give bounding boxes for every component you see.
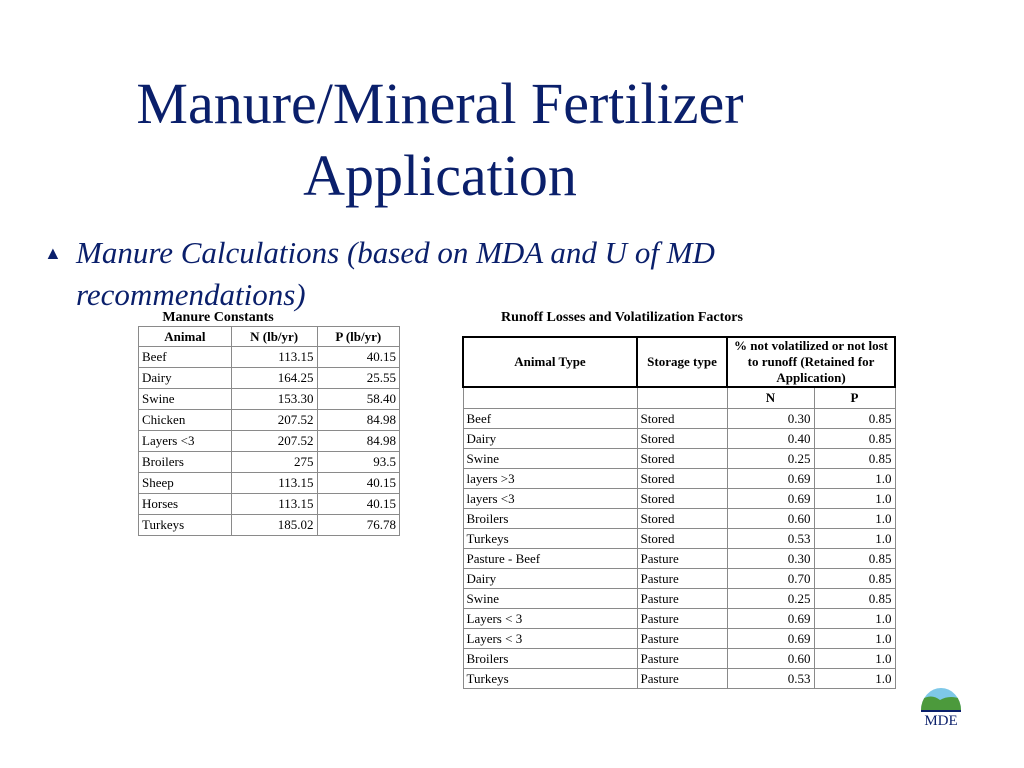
- table-cell: 1.0: [814, 529, 895, 549]
- table-cell: Layers < 3: [463, 609, 637, 629]
- table-row: [139, 494, 400, 515]
- table-row: [463, 569, 895, 589]
- table-row: [463, 609, 895, 629]
- table-cell: 1.0: [814, 609, 895, 629]
- table-cell: Turkeys: [463, 669, 637, 689]
- table-row: [139, 473, 400, 494]
- table-cell: Swine: [463, 449, 637, 469]
- table-header-row: [463, 337, 895, 387]
- table-cell: Stored: [637, 489, 727, 509]
- table-cell: 0.30: [727, 409, 814, 429]
- table-row: [463, 469, 895, 489]
- table-cell: 0.53: [727, 669, 814, 689]
- table-cell: 0.85: [814, 569, 895, 589]
- table-cell: Stored: [637, 469, 727, 489]
- table-cell: Layers < 3: [463, 629, 637, 649]
- table-cell: Turkeys: [139, 515, 232, 536]
- table-cell: Broilers: [139, 452, 232, 473]
- table-row: [139, 347, 400, 368]
- table-cell: Beef: [139, 347, 232, 368]
- table-cell: Broilers: [463, 649, 637, 669]
- mde-logo: [918, 680, 964, 736]
- table-cell: 207.52: [231, 431, 317, 452]
- table-cell: 0.30: [727, 549, 814, 569]
- table-cell: 113.15: [231, 347, 317, 368]
- table-cell: 0.85: [814, 449, 895, 469]
- bullet-text-line1: Manure Calculations (based on MDA and U of MD: [76, 235, 715, 270]
- table-cell: 0.85: [814, 409, 895, 429]
- table-cell: Swine: [463, 589, 637, 609]
- table-cell: 1.0: [814, 669, 895, 689]
- table-cell: Chicken: [139, 410, 232, 431]
- table-cell: 0.69: [727, 469, 814, 489]
- table-row: [463, 489, 895, 509]
- table-cell: Pasture - Beef: [463, 549, 637, 569]
- table-cell: 153.30: [231, 389, 317, 410]
- subheader-n: N: [727, 387, 814, 409]
- slide-title-line2: Application: [303, 143, 577, 208]
- table-row: [463, 429, 895, 449]
- table-cell: 0.85: [814, 429, 895, 449]
- table-cell: 58.40: [317, 389, 399, 410]
- table-cell: 0.53: [727, 529, 814, 549]
- table-cell: 0.60: [727, 649, 814, 669]
- table-cell: 40.15: [317, 347, 399, 368]
- table-cell: layers >3: [463, 469, 637, 489]
- table-cell: 0.25: [727, 589, 814, 609]
- table-header-row: [139, 327, 400, 347]
- table-cell: Pasture: [637, 629, 727, 649]
- table-row: [463, 669, 895, 689]
- table-cell: Pasture: [637, 589, 727, 609]
- header-cell: Animal: [139, 327, 232, 347]
- table-row: [139, 515, 400, 536]
- table-cell: 25.55: [317, 368, 399, 389]
- table-cell: 0.25: [727, 449, 814, 469]
- table-row: [463, 529, 895, 549]
- subheader-empty: [463, 387, 637, 409]
- table-cell: Pasture: [637, 569, 727, 589]
- subheader-p: P: [814, 387, 895, 409]
- table-cell: 0.85: [814, 549, 895, 569]
- table-cell: Stored: [637, 429, 727, 449]
- table-row: [463, 649, 895, 669]
- table-cell: 113.15: [231, 473, 317, 494]
- mde-logo-icon: [918, 680, 964, 716]
- table-cell: 0.60: [727, 509, 814, 529]
- table-row: [463, 449, 895, 469]
- table-cell: 207.52: [231, 410, 317, 431]
- table-cell: 93.5: [317, 452, 399, 473]
- table-cell: 275: [231, 452, 317, 473]
- table-cell: Stored: [637, 529, 727, 549]
- table-cell: Beef: [463, 409, 637, 429]
- table-cell: Dairy: [463, 429, 637, 449]
- table-cell: layers <3: [463, 489, 637, 509]
- table-cell: Dairy: [463, 569, 637, 589]
- mde-logo-text: MDE: [924, 713, 958, 729]
- slide-title-line1: Manure/Mineral Fertilizer: [136, 71, 744, 136]
- runoff-factors-table: [462, 336, 896, 689]
- table-cell: 84.98: [317, 410, 399, 431]
- table-cell: 1.0: [814, 469, 895, 489]
- table-cell: Stored: [637, 509, 727, 529]
- table-cell: 76.78: [317, 515, 399, 536]
- table-cell: Turkeys: [463, 529, 637, 549]
- table-cell: 84.98: [317, 431, 399, 452]
- table-cell: 0.69: [727, 629, 814, 649]
- table-cell: 0.69: [727, 489, 814, 509]
- table-subheader-row: [463, 387, 895, 409]
- table-cell: Pasture: [637, 649, 727, 669]
- subheader-empty: [637, 387, 727, 409]
- table-cell: Stored: [637, 409, 727, 429]
- table-row: [463, 549, 895, 569]
- header-cell: P (lb/yr): [317, 327, 399, 347]
- header-retained-percent: % not volatilized or not lost to runoff (Retained for Application): [727, 337, 895, 387]
- table-row: [139, 452, 400, 473]
- table-cell: Horses: [139, 494, 232, 515]
- table-cell: 0.40: [727, 429, 814, 449]
- table-row: [139, 431, 400, 452]
- table-cell: Pasture: [637, 549, 727, 569]
- table-cell: Layers <3: [139, 431, 232, 452]
- table-cell: Sheep: [139, 473, 232, 494]
- table-cell: 164.25: [231, 368, 317, 389]
- bullet-text-line2: recommendations): [76, 277, 306, 312]
- table-cell: Dairy: [139, 368, 232, 389]
- table-cell: 1.0: [814, 629, 895, 649]
- table-row: [463, 509, 895, 529]
- header-storage-type: Storage type: [637, 337, 727, 387]
- table-cell: 0.85: [814, 589, 895, 609]
- bullet-arrow-icon: ▲: [44, 243, 62, 263]
- table-cell: 1.0: [814, 489, 895, 509]
- table-row: [463, 629, 895, 649]
- table-cell: Stored: [637, 449, 727, 469]
- table-cell: 0.69: [727, 609, 814, 629]
- table-cell: Broilers: [463, 509, 637, 529]
- table-cell: 1.0: [814, 649, 895, 669]
- header-animal-type: Animal Type: [463, 337, 637, 387]
- header-cell: N (lb/yr): [231, 327, 317, 347]
- table-cell: 0.70: [727, 569, 814, 589]
- slide-title: [0, 68, 880, 212]
- table-cell: 1.0: [814, 509, 895, 529]
- table-cell: 40.15: [317, 473, 399, 494]
- table-row: [463, 409, 895, 429]
- table-cell: 113.15: [231, 494, 317, 515]
- table-cell: 185.02: [231, 515, 317, 536]
- manure-constants-table: [138, 326, 400, 536]
- table-cell: 40.15: [317, 494, 399, 515]
- table-row: [463, 589, 895, 609]
- runoff-caption: Runoff Losses and Volatilization Factors: [501, 310, 743, 325]
- table-row: [139, 410, 400, 431]
- table-row: [139, 368, 400, 389]
- table-row: [139, 389, 400, 410]
- manure-constants-caption: Manure Constants: [162, 310, 274, 325]
- table-cell: Swine: [139, 389, 232, 410]
- table-cell: Pasture: [637, 609, 727, 629]
- table-cell: Pasture: [637, 669, 727, 689]
